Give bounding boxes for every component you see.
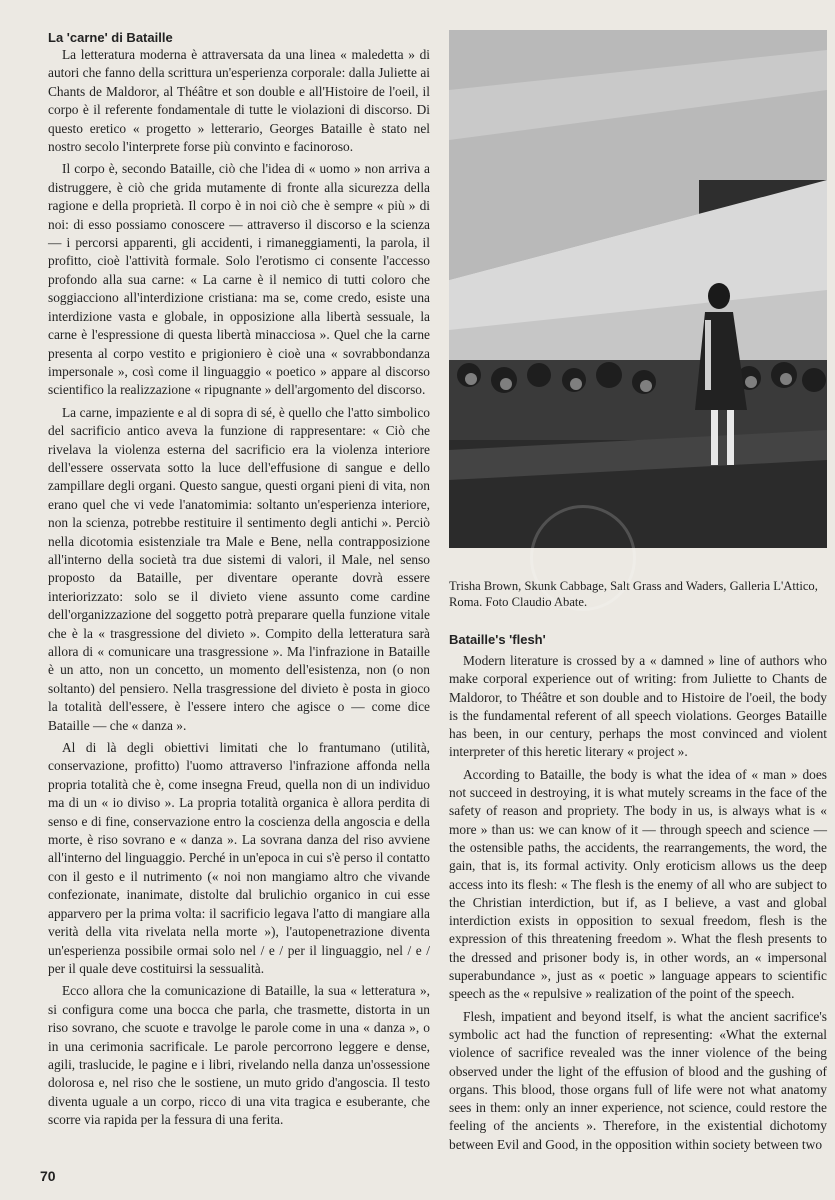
english-paragraph-2: According to Bataille, the body is what the idea of « man » does not succeed in destroying, it is what mutely screams in the face of the safety of reason and propriety. The body in us, is always what is « more » than us: we can know of it — through speech and science — the ostensible paths, the accidents, the rearrangements, the word, the gain, that is, its formal activity. Only eroticism allows us the deep access into its flesh: « The flesh is the enemy of all who are subject to the Christian interdiction, but if, as I believe, a vast and global interdiction exists in opposition to sexual freedom, flesh is the expression of this threatening freedom ». What the flesh presents to the dressed and prisoner body is, in other words, an « impersonal superabundance », just as « poetic » language appears to scientific speech as the « repulsive » realization of the point of the speech. <box>449 766 827 1002</box>
english-column <box>449 30 827 1158</box>
italian-paragraph-1: La letteratura moderna è attraversata da una linea « maledetta » di autori che fanno della scrittura un'esperienza corporale: dalla Juliette ai Chants de Maldoror, al Théâtre et son double e all'Histoire de l'oeil, il corpo è il referente fondamentale di tutte le violazioni di discorso. Di questo eretico « progetto » letterario, Georges Bataille è stato nel nostro secolo l'interprete forse più convinto e facinoroso. <box>48 47 430 155</box>
italian-paragraph-3: La carne, impaziente e al di sopra di sé, è quello che l'atto simbolico del sacrificio antico aveva la funzione di rappresentare: « Ciò che rivelava la violenza esterna del sacrificio era la violenza interiore dell'essere osservata sotto la luce dell'effusione di sangue e dello zampillare degli organi. Questo sangue, questi organi pieni di vita, non erano quel che vi vede l'anatomimia: soltanto un'esperienza interiore, non la scienza, potrebbe restituire il sentimento degli antichi ». Perciò nella dicotomia esistenziale tra Male e Bene, nella contrapposizione all'interno della società tra due sistemi di valori, il Male, nel senso proposto da Bataille, per diventare operante dovrà essere interiorizzato: solo se il divieto viene assunto come cardine dell'organizzazione del soggetto potrà preparare quella funzione vitale che è la « trasgressione del divieto ». Compito della letteratura sarà allora di « comunicare una trasgressione ». Ma l'infrazione in Bataille è un atto, non un concetto, un momento dell'esistenza, non (o non soltanto) del pensiero. Nella trasgressione del divieto è posta in gioco la totalità dell'essere, è l'essere intero che agisce o — come dice Bataille — che « danza ». <box>48 404 430 733</box>
italian-section-title: La 'carne' di Bataille <box>48 30 173 45</box>
performance-photo <box>449 30 827 548</box>
english-paragraph-1: Modern literature is crossed by a « damned » line of authors who make corporal experience out of writing: from Juliette to Chants de Maldoror, to Théâtre et son double and to Histoire de l'oeil, the body is the fundamental referent of all speech violations. Georges Bataille has been, in our century, perhaps the most convinced and violent interpreter of this heretic literary « project ». <box>449 653 827 760</box>
page-number: 70 <box>40 1168 56 1184</box>
italian-paragraph-2: Il corpo è, secondo Bataille, ciò che l'idea di « uomo » non arriva a distruggere, è ciò che grida mutamente di fronte alla sicurezza della ragione e della proprietà. Il corpo è in noi ciò che è sempre « più » di noi: di esso possiamo conoscere — attraverso il discorso e la scienza — i percorsi apparenti, gli accidenti, i rimaneggiamenti, la parola, il profitto, cioè l'attività formale. Solo l'erotismo ci consente l'accesso profondo alla sua carne: « La carne è il nemico di tutti coloro che soggiacciono all'interdizione cristiana: ma se, come credo, esiste una interdizione vasta e globale, in opposizione alla libertà sessuale, la carne è l'espressione di questa libertà minacciosa ». Quel che la carne presenta al corpo vestito e prigioniero è cioè una « sovrabbondanza impersonale », così come il linguaggio « poetico » appare al discorso scientifico la realizzazione « ripugnante » dell'argomento del discorso. <box>48 161 430 398</box>
photo-illustration <box>449 30 827 548</box>
photo-caption: Trisha Brown, Skunk Cabbage, Salt Grass and Waders, Galleria L'Attico, Roma. Foto Claudio Abate. <box>449 579 818 609</box>
english-paragraph-3: Flesh, impatient and beyond itself, is what the ancient sacrifice's symbolic act had the function of representing: «What the external violence of sacrifice revealed was the inner violence of the being observed under the light of the effusion of blood and the gushing of organs. This blood, those organs full of life were not what anatomy sees in them: only an inner experience, not science, could restore the feeling of the ancients ». Therefore, in the existential dichotomy between Evil and Good, in the opposition within society between two <box>449 1008 827 1152</box>
english-section-title: Bataille's 'flesh' <box>449 632 546 647</box>
english-body <box>449 652 827 1154</box>
italian-column <box>48 30 430 1134</box>
italian-paragraph-5: Ecco allora che la comunicazione di Bataille, la sua « letteratura », si configura come una bocca che parla, che trasmette, distorta in un riso sovrano, che scuote e travolge le parole come in una « danza », o in una cerimonia sacrificale. Le parole percorrono leggere e dense, agili, traslucide, le pagine e i libri, rivelando nella danza un'ossessione dolorosa e, nel riso che le sostiene, un muto grido d'angoscia. Il testo diventa uguale a un corpo, ricco di una vita tragica e esuberante, che scorre via rapida per la fessura di una ferita. <box>48 983 430 1128</box>
italian-paragraph-4: Al di là degli obiettivi limitati che lo frantumano (utilità, conservazione, profitto) l'uomo attraverso l'infrazione affonda nella propria totalità che è, come insegna Freud, quella non di un individuo ma di un « io diviso ». La propria totalità organica è allora perdita di senso e di fine, conservazione entro la coscienza della angoscia e della morte, è riso sovrano e « danza ». La sovrana danza del riso avviene all'interno del linguaggio. Perché in un'epoca in cui s'è perso il contatto con il gesto e il nutrimento (« noi non mangiamo altro che vivande confezionate, inanimate, distolte dal brulichio organico in cui esse apparvero per la prima volta: il sacrificio legava l'atto di mangiare alla verità della vita rivelata nella morte »), l'autopenetrazione diventa un'esperienza possibile ormai solo nel / e / per il linguaggio, nel / e / per il quale deve costituirsi la sessualità. <box>48 740 430 976</box>
